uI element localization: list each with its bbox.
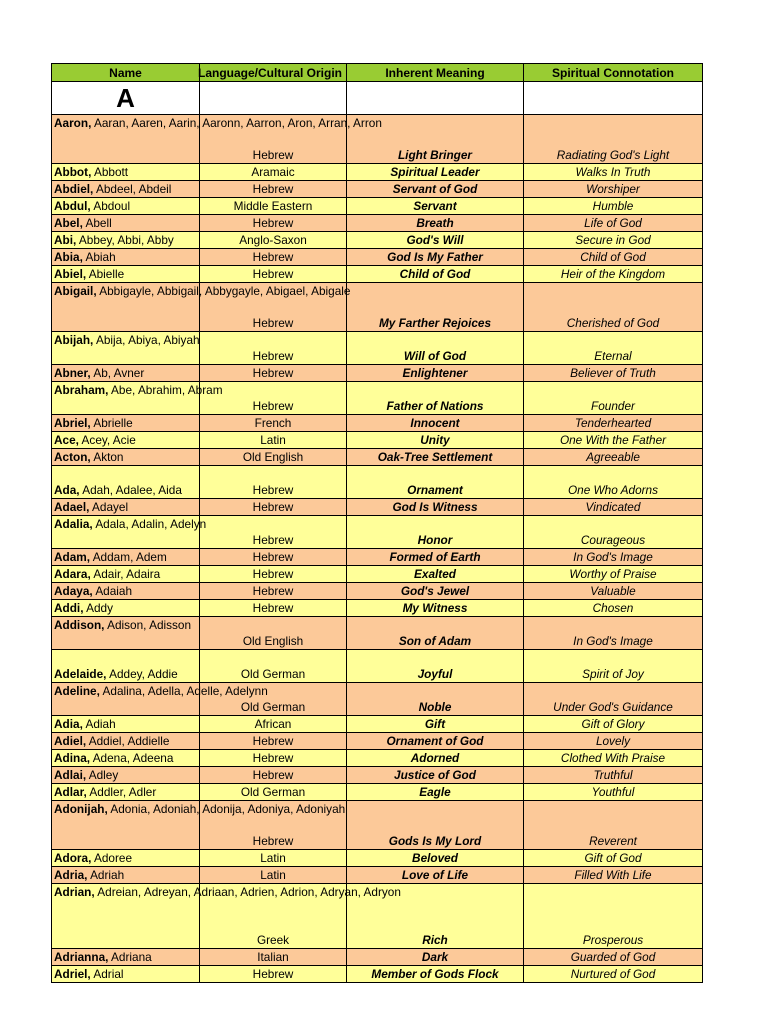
origin-cell[interactable]: Middle Eastern [200, 198, 347, 215]
meaning-cell[interactable]: Enlightener [347, 365, 524, 382]
table-row [52, 850, 703, 867]
meaning-cell[interactable]: Servant of God [347, 181, 524, 198]
primary-name: Adina, [54, 751, 91, 765]
connotation-cell[interactable]: Spirit of Joy [524, 650, 703, 683]
table-row [52, 365, 703, 382]
table-row [52, 801, 703, 850]
origin-cell[interactable]: Hebrew [200, 215, 347, 232]
name-cell[interactable] [52, 198, 200, 215]
name-variants: Adrial [90, 967, 124, 981]
name-cell[interactable] [52, 716, 200, 733]
name-variants: Adison, Adisson [104, 618, 192, 632]
primary-name: Ace, [54, 433, 79, 447]
primary-name: Abdiel, [54, 182, 94, 196]
meaning-cell[interactable]: God Is Witness [347, 499, 524, 516]
origin-cell[interactable]: Hebrew [200, 283, 347, 332]
origin-cell[interactable]: Old German [200, 683, 347, 716]
primary-name: Adiel, [54, 734, 87, 748]
origin-cell[interactable]: Hebrew [200, 549, 347, 566]
connotation-cell[interactable]: Clothed With Praise [524, 750, 703, 767]
meaning-cell[interactable]: Noble [347, 683, 524, 716]
names-table [51, 63, 703, 983]
connotation-cell[interactable]: Cherished of God [524, 283, 703, 332]
table-row [52, 499, 703, 516]
table-row [52, 949, 703, 966]
connotation-cell[interactable]: Prosperous [524, 884, 703, 949]
name-cell[interactable] [52, 683, 268, 716]
meaning-cell[interactable]: God's Jewel [347, 583, 524, 600]
primary-name: Abraham, [54, 383, 109, 397]
origin-cell[interactable]: Hebrew [200, 767, 347, 784]
primary-name: Adriel, [54, 967, 91, 981]
connotation-cell[interactable]: Lovely [524, 733, 703, 750]
section-cell [524, 82, 703, 115]
connotation-cell[interactable]: Worthy of Praise [524, 566, 703, 583]
table-row [52, 382, 703, 415]
table-row [52, 683, 703, 716]
primary-name: Acton, [54, 450, 91, 464]
primary-name: Addi, [54, 601, 84, 615]
table-row [52, 884, 703, 949]
table-row [52, 750, 703, 767]
name-variants: Abbey, Abbi, Abby [76, 233, 174, 247]
table-row [52, 583, 703, 600]
table-row [52, 516, 703, 549]
primary-name: Abdul, [54, 199, 91, 213]
connotation-cell[interactable]: Radiating God's Light [524, 115, 703, 164]
table-row [52, 867, 703, 884]
name-cell[interactable] [52, 164, 200, 181]
meaning-cell[interactable]: Exalted [347, 566, 524, 583]
meaning-cell[interactable]: Adorned [347, 750, 524, 767]
name-cell[interactable] [52, 249, 200, 266]
meaning-cell[interactable]: Member of Gods Flock [347, 966, 524, 983]
name-variants: Adalina, Adella, Adelle, Adelynn [99, 684, 268, 698]
name-cell[interactable] [52, 767, 200, 784]
name-variants: Addler, Adler [86, 785, 157, 799]
name-cell[interactable] [52, 733, 200, 750]
origin-cell[interactable]: Aramaic [200, 164, 347, 181]
name-variants: Acey, Acie [78, 433, 136, 447]
origin-cell[interactable]: Hebrew [200, 266, 347, 283]
name-variants: Adah, Adalee, Aida [79, 483, 182, 497]
origin-cell[interactable]: Italian [200, 949, 347, 966]
primary-name: Ada, [54, 483, 80, 497]
name-cell[interactable] [52, 750, 200, 767]
name-variants: Aaran, Aaren, Aarin, Aaronn, Aarron, Aron, Arran, Arron [91, 116, 382, 130]
primary-name: Adael, [54, 500, 90, 514]
name-cell[interactable] [52, 867, 200, 884]
table-row [52, 215, 703, 232]
table-row [52, 164, 703, 181]
origin-cell[interactable]: Hebrew [200, 801, 347, 850]
section-cell [347, 82, 524, 115]
meaning-cell[interactable]: Breath [347, 215, 524, 232]
table-row [52, 733, 703, 750]
connotation-cell[interactable]: Reverent [524, 801, 703, 850]
name-cell[interactable] [52, 499, 200, 516]
table-row [52, 784, 703, 801]
name-variants: Abbigayle, Abbigail, Abbygayle, Abigael, Abigale [96, 284, 351, 298]
name-variants: Adreian, Adreyan, Adriaan, Adrien, Adrion, Adryan, Adryon [94, 885, 401, 899]
origin-cell[interactable]: Latin [200, 867, 347, 884]
name-variants: Abdeel, Abdeil [93, 182, 172, 196]
primary-name: Adeline, [54, 684, 100, 698]
name-variants: Abbott [91, 165, 129, 179]
header-origin[interactable]: Language/Cultural Origin [200, 64, 347, 82]
primary-name: Adlai, [54, 768, 87, 782]
origin-cell[interactable]: Hebrew [200, 332, 347, 365]
table-row [52, 232, 703, 249]
connotation-cell[interactable]: Secure in God [524, 232, 703, 249]
table-row [52, 716, 703, 733]
primary-name: Adelaide, [54, 667, 107, 681]
name-variants: Addiel, Addielle [86, 734, 170, 748]
connotation-cell[interactable]: Gift of God [524, 850, 703, 867]
table-row [52, 249, 703, 266]
meaning-cell[interactable]: Joyful [347, 650, 524, 683]
table-row [52, 466, 703, 499]
name-variants: Abdoul [90, 199, 131, 213]
connotation-cell[interactable]: Chosen [524, 600, 703, 617]
meaning-cell[interactable]: God Is My Father [347, 249, 524, 266]
table-row [52, 432, 703, 449]
name-variants: Adena, Adeena [90, 751, 174, 765]
primary-name: Adria, [54, 868, 88, 882]
name-cell[interactable] [52, 949, 200, 966]
origin-cell[interactable]: Latin [200, 850, 347, 867]
table-row [52, 650, 703, 683]
origin-cell[interactable]: Hebrew [200, 382, 347, 415]
primary-name: Adaya, [54, 584, 93, 598]
table-row [52, 266, 703, 283]
connotation-cell[interactable]: Nurtured of God [524, 966, 703, 983]
connotation-cell[interactable]: In God's Image [524, 549, 703, 566]
connotation-cell[interactable]: Truthful [524, 767, 703, 784]
name-variants: Adaiah [92, 584, 133, 598]
name-cell[interactable] [52, 850, 200, 867]
connotation-cell[interactable]: One Who Adorns [524, 466, 703, 499]
meaning-cell[interactable]: Love of Life [347, 867, 524, 884]
connotation-cell[interactable]: Humble [524, 198, 703, 215]
connotation-cell[interactable]: Gift of Glory [524, 716, 703, 733]
name-variants: Abielle [86, 267, 125, 281]
connotation-cell[interactable]: Heir of the Kingdom [524, 266, 703, 283]
meaning-cell[interactable]: Son of Adam [347, 617, 524, 650]
primary-name: Adrian, [54, 885, 95, 899]
name-cell[interactable] [52, 215, 200, 232]
primary-name: Abi, [54, 233, 77, 247]
origin-cell[interactable]: Old English [200, 449, 347, 466]
section-letter: A [52, 82, 200, 115]
meaning-cell[interactable]: Ornament of God [347, 733, 524, 750]
origin-cell[interactable]: Hebrew [200, 750, 347, 767]
connotation-cell[interactable]: Worshiper [524, 181, 703, 198]
origin-cell[interactable]: Hebrew [200, 181, 347, 198]
primary-name: Abbot, [54, 165, 92, 179]
primary-name: Abriel, [54, 416, 91, 430]
primary-name: Abiel, [54, 267, 87, 281]
table-row [52, 600, 703, 617]
name-variants: Adonia, Adoniah, Adonija, Adoniya, Adoniyah [107, 802, 346, 816]
name-cell[interactable] [52, 232, 200, 249]
origin-cell[interactable]: Greek [200, 884, 347, 949]
connotation-cell[interactable]: Valuable [524, 583, 703, 600]
name-variants: Abrielle [90, 416, 133, 430]
primary-name: Adam, [54, 550, 91, 564]
meaning-cell[interactable]: Beloved [347, 850, 524, 867]
name-cell[interactable] [52, 332, 200, 365]
connotation-cell[interactable]: Founder [524, 382, 703, 415]
name-cell[interactable] [52, 650, 200, 683]
primary-name: Abijah, [54, 333, 94, 347]
connotation-cell[interactable]: In God's Image [524, 617, 703, 650]
meaning-cell[interactable]: Oak-Tree Settlement [347, 449, 524, 466]
connotation-cell[interactable]: Under God's Guidance [524, 683, 703, 716]
connotation-cell[interactable]: Believer of Truth [524, 365, 703, 382]
origin-cell[interactable]: Hebrew [200, 566, 347, 583]
connotation-cell[interactable]: Vindicated [524, 499, 703, 516]
table-row [52, 617, 703, 650]
origin-cell[interactable]: Old German [200, 650, 347, 683]
origin-cell[interactable]: Old English [200, 617, 347, 650]
name-variants: Adala, Adalin, Adelyn [92, 517, 207, 531]
origin-cell[interactable]: Hebrew [200, 115, 347, 164]
meaning-cell[interactable]: My Farther Rejoices [347, 283, 524, 332]
name-cell[interactable] [52, 617, 200, 650]
name-cell[interactable] [52, 583, 200, 600]
origin-cell[interactable]: Hebrew [200, 499, 347, 516]
name-variants: Addy [83, 601, 114, 615]
connotation-cell[interactable]: Eternal [524, 332, 703, 365]
table-row [52, 966, 703, 983]
origin-cell[interactable]: African [200, 716, 347, 733]
name-variants: Abija, Abiya, Abiyah [93, 333, 200, 347]
connotation-cell[interactable]: Walks In Truth [524, 164, 703, 181]
primary-name: Adonijah, [54, 802, 108, 816]
name-variants: Adiah [82, 717, 116, 731]
connotation-cell[interactable]: One With the Father [524, 432, 703, 449]
name-cell[interactable] [52, 466, 200, 499]
primary-name: Aaron, [54, 116, 92, 130]
meaning-cell[interactable]: Gift [347, 716, 524, 733]
name-variants: Abiah [82, 250, 116, 264]
primary-name: Addison, [54, 618, 105, 632]
meaning-cell[interactable]: God's Will [347, 232, 524, 249]
header-meaning[interactable]: Inherent Meaning [347, 64, 524, 82]
table-row [52, 549, 703, 566]
name-cell[interactable] [52, 600, 200, 617]
meaning-cell[interactable]: Gods Is My Lord [347, 801, 524, 850]
table-row [52, 283, 703, 332]
connotation-cell[interactable]: Tenderhearted [524, 415, 703, 432]
name-cell[interactable] [52, 549, 200, 566]
table-body [52, 82, 703, 983]
table-row [52, 449, 703, 466]
origin-cell[interactable]: Latin [200, 432, 347, 449]
primary-name: Adlar, [54, 785, 87, 799]
name-variants: Addam, Adem [90, 550, 167, 564]
primary-name: Abia, [54, 250, 83, 264]
primary-name: Adrianna, [54, 950, 109, 964]
connotation-cell[interactable]: Filled With Life [524, 867, 703, 884]
name-cell[interactable] [52, 365, 200, 382]
name-variants: Adriah [87, 868, 125, 882]
name-cell[interactable] [52, 382, 223, 415]
table-row [52, 181, 703, 198]
primary-name: Abigail, [54, 284, 97, 298]
section-letter-row [52, 82, 703, 115]
name-variants: Adley [86, 768, 119, 782]
name-variants: Abe, Abrahim, Abram [108, 383, 223, 397]
primary-name: Adara, [54, 567, 91, 581]
name-cell[interactable] [52, 266, 200, 283]
primary-name: Adalia, [54, 517, 93, 531]
name-cell[interactable] [52, 181, 200, 198]
name-cell[interactable] [52, 966, 200, 983]
meaning-cell[interactable]: Spiritual Leader [347, 164, 524, 181]
meaning-cell[interactable]: My Witness [347, 600, 524, 617]
name-cell[interactable] [52, 566, 200, 583]
meaning-cell[interactable]: Unity [347, 432, 524, 449]
meaning-cell[interactable]: Will of God [347, 332, 524, 365]
meaning-cell[interactable]: Servant [347, 198, 524, 215]
name-variants: Abell [82, 216, 112, 230]
header-row [52, 64, 703, 82]
name-cell[interactable] [52, 415, 200, 432]
primary-name: Abner, [54, 366, 91, 380]
table-row [52, 198, 703, 215]
section-cell [200, 82, 347, 115]
origin-cell[interactable]: Hebrew [200, 516, 347, 549]
origin-cell[interactable]: Hebrew [200, 600, 347, 617]
name-variants: Adoree [91, 851, 133, 865]
origin-cell[interactable]: Hebrew [200, 365, 347, 382]
connotation-cell[interactable]: Guarded of God [524, 949, 703, 966]
meaning-cell[interactable]: Ornament [347, 466, 524, 499]
name-cell[interactable] [52, 784, 200, 801]
meaning-cell[interactable]: Eagle [347, 784, 524, 801]
header-connotation[interactable]: Spiritual Connotation [524, 64, 703, 82]
name-cell[interactable] [52, 516, 207, 549]
name-cell[interactable] [52, 432, 200, 449]
origin-cell[interactable]: Anglo-Saxon [200, 232, 347, 249]
meaning-cell[interactable]: Rich [347, 884, 524, 949]
origin-cell[interactable]: Hebrew [200, 966, 347, 983]
name-variants: Adair, Adaira [90, 567, 161, 581]
name-variants: Adayel [89, 500, 129, 514]
origin-cell[interactable]: Hebrew [200, 733, 347, 750]
meaning-cell[interactable]: Formed of Earth [347, 549, 524, 566]
origin-cell[interactable]: Old German [200, 784, 347, 801]
primary-name: Abel, [54, 216, 83, 230]
name-variants: Addey, Addie [106, 667, 178, 681]
table-row [52, 115, 703, 164]
table-row [52, 332, 703, 365]
origin-cell[interactable]: Hebrew [200, 249, 347, 266]
meaning-cell[interactable]: Honor [347, 516, 524, 549]
meaning-cell[interactable]: Child of God [347, 266, 524, 283]
origin-cell[interactable]: Hebrew [200, 466, 347, 499]
primary-name: Adia, [54, 717, 83, 731]
meaning-cell[interactable]: Innocent [347, 415, 524, 432]
origin-cell[interactable]: French [200, 415, 347, 432]
connotation-cell[interactable]: Courageous [524, 516, 703, 549]
table-row [52, 415, 703, 432]
connotation-cell[interactable]: Child of God [524, 249, 703, 266]
name-cell[interactable] [52, 449, 200, 466]
table-row [52, 767, 703, 784]
meaning-cell[interactable]: Light Bringer [347, 115, 524, 164]
table-row [52, 566, 703, 583]
name-variants: Ab, Avner [90, 366, 145, 380]
name-variants: Adriana [108, 950, 152, 964]
name-variants: Akton [90, 450, 124, 464]
meaning-cell[interactable]: Father of Nations [347, 382, 524, 415]
origin-cell[interactable]: Hebrew [200, 583, 347, 600]
meaning-cell[interactable]: Dark [347, 949, 524, 966]
header-name[interactable]: Name [52, 64, 200, 82]
connotation-cell[interactable]: Youthful [524, 784, 703, 801]
connotation-cell[interactable]: Life of God [524, 215, 703, 232]
meaning-cell[interactable]: Justice of God [347, 767, 524, 784]
connotation-cell[interactable]: Agreeable [524, 449, 703, 466]
primary-name: Adora, [54, 851, 92, 865]
